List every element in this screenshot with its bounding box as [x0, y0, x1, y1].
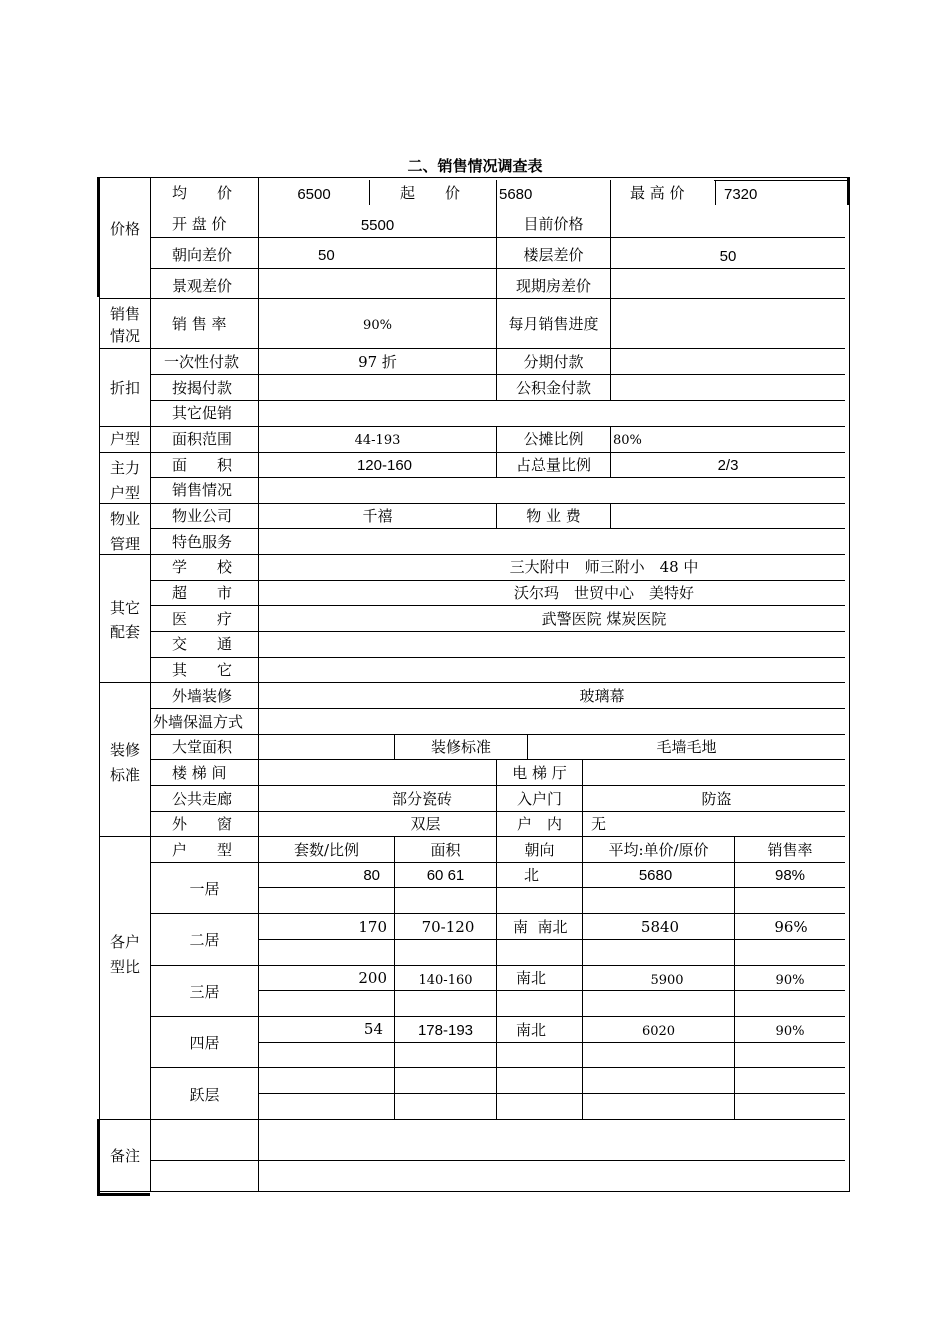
other-promo-label: 其它促销: [172, 404, 233, 422]
row-area: 140-160: [418, 973, 473, 988]
row-price: 5680: [638, 867, 673, 884]
share-ratio-label: 公摊比例: [523, 430, 584, 448]
page-title: 二、销售情况调查表: [407, 157, 543, 175]
fund-payment-label: 公积金付款: [515, 379, 591, 397]
insulation-label: 外墙保温方式: [153, 713, 244, 731]
unit-type-category-label: 户型: [109, 430, 140, 448]
market-value: 沃尔玛 世贸中心 美特好: [513, 584, 694, 602]
row-rate: 90%: [775, 1024, 805, 1039]
lump-sum-value: 97 折: [358, 353, 397, 371]
share-ratio-value: 80%: [613, 433, 642, 448]
row-orientation: 南北: [516, 969, 547, 987]
property-category-label: 物业管理: [109, 510, 140, 553]
current-price-label: 目前价格: [523, 215, 584, 233]
lump-sum-label: 一次性付款: [164, 353, 240, 371]
total-ratio-value: 2/3: [717, 457, 739, 474]
entry-door-label: 入户门: [516, 790, 562, 808]
property-company-label: 物业公司: [172, 507, 233, 525]
row-orientation: 南 南北: [513, 918, 568, 936]
max-price-value: 7320: [724, 186, 758, 203]
row-price: 6020: [641, 1024, 676, 1039]
price-category-label: 价格: [110, 220, 141, 238]
row-orientation: 北: [524, 866, 540, 884]
row-type: 二居: [189, 931, 220, 949]
main-area-label: 面 积: [172, 456, 233, 474]
special-service-label: 特色服务: [172, 533, 233, 551]
orientation-diff-label: 朝向差价: [172, 246, 233, 264]
avg-price-label: 均 价: [172, 184, 233, 202]
discount-category-label: 折扣: [109, 379, 140, 397]
start-price-value: 5680: [499, 186, 533, 203]
medical-value: 武警医院 煤炭医院: [541, 610, 667, 628]
corridor-label: 公共走廊: [172, 790, 233, 808]
market-label: 超 市: [172, 584, 233, 602]
row-rate: 98%: [774, 867, 806, 884]
decoration-std-label: 装修标准: [430, 738, 491, 756]
main-type-category-label: 主力户型: [109, 459, 140, 502]
decoration-category-label: 装修标准: [109, 741, 140, 784]
area-range-label: 面积范围: [172, 430, 233, 448]
open-price-value: 5500: [360, 217, 395, 234]
row-price: 5840: [640, 918, 680, 936]
row-type: 跃层: [189, 1086, 220, 1104]
sales-rate-value: 90%: [363, 318, 392, 333]
remarks-label: 备注: [109, 1147, 140, 1165]
main-area-value: 120-160: [356, 457, 413, 474]
monthly-progress-label: 每月销售进度: [508, 315, 599, 333]
entry-door-value: 防盗: [701, 790, 732, 808]
row-area: 60 61: [426, 867, 465, 884]
ratio-category-label: 各户型比: [110, 933, 141, 976]
row-count: 54: [363, 1020, 383, 1038]
ratio-header-area: 面积: [430, 841, 461, 859]
window-label: 外 窗: [172, 815, 233, 833]
medical-label: 医 疗: [172, 610, 233, 628]
property-fee-label: 物 业 费: [526, 507, 581, 525]
property-company-value: 千禧: [362, 507, 393, 525]
facility-other-label: 其 它: [172, 661, 233, 679]
row-type: 一居: [189, 880, 220, 898]
row-count: 170: [358, 918, 387, 936]
ratio-header-rate: 销售率: [767, 841, 813, 859]
row-price: 5900: [650, 973, 684, 988]
facilities-category-label: 其它配套: [109, 599, 140, 641]
installment-label: 分期付款: [523, 353, 584, 371]
view-diff-label: 景观差价: [172, 277, 233, 295]
elevator-hall-label: 电 梯 厅: [512, 764, 567, 782]
orientation-diff-value: 50: [318, 247, 335, 264]
school-value: 三大附中 师三附小 48 中: [509, 558, 699, 576]
row-count: 200: [358, 969, 387, 987]
floor-diff-value: 50: [719, 248, 737, 265]
mortgage-label: 按揭付款: [172, 379, 233, 397]
row-rate: 90%: [775, 973, 805, 988]
open-price-label: 开 盘 价: [172, 215, 227, 233]
ratio-header-type: 户 型: [172, 841, 233, 859]
row-rate: 96%: [774, 918, 808, 936]
sales-category-label: 销售情况: [109, 305, 140, 345]
indoor-value: 无: [591, 815, 607, 833]
row-area: 70-120: [421, 918, 475, 936]
total-ratio-label: 占总量比例: [515, 456, 591, 474]
exterior-wall-value: 玻璃幕: [579, 687, 625, 705]
row-type: 三居: [189, 983, 220, 1001]
indoor-label: 户 内: [516, 815, 562, 833]
row-orientation: 南北: [516, 1021, 547, 1039]
decoration-std-value: 毛墙毛地: [656, 738, 717, 756]
window-value: 双层: [410, 815, 441, 833]
row-type: 四居: [189, 1034, 220, 1052]
lobby-area-label: 大堂面积: [172, 738, 233, 756]
ratio-header-count: 套数/比例: [293, 841, 360, 859]
start-price-label: 起 价: [400, 184, 461, 202]
exterior-wall-label: 外墙装修: [172, 687, 233, 705]
floor-diff-label: 楼层差价: [523, 246, 584, 264]
sales-rate-label: 销 售 率: [172, 315, 227, 333]
corridor-value: 部分瓷砖: [391, 790, 452, 808]
school-label: 学 校: [172, 558, 233, 576]
main-sales-label: 销售情况: [172, 481, 233, 499]
stairwell-label: 楼 梯 间: [172, 764, 227, 782]
avg-price-value: 6500: [297, 186, 331, 203]
row-count: 80: [363, 867, 380, 884]
max-price-label: 最 高 价: [630, 184, 685, 202]
ratio-header-price: 平均:单价/原价: [608, 841, 709, 859]
row-area: 178-193: [417, 1022, 474, 1039]
ready-diff-label: 现期房差价: [515, 277, 591, 295]
traffic-label: 交 通: [172, 635, 233, 653]
area-range-value: 44-193: [354, 433, 401, 448]
ratio-header-orientation: 朝向: [524, 841, 555, 859]
